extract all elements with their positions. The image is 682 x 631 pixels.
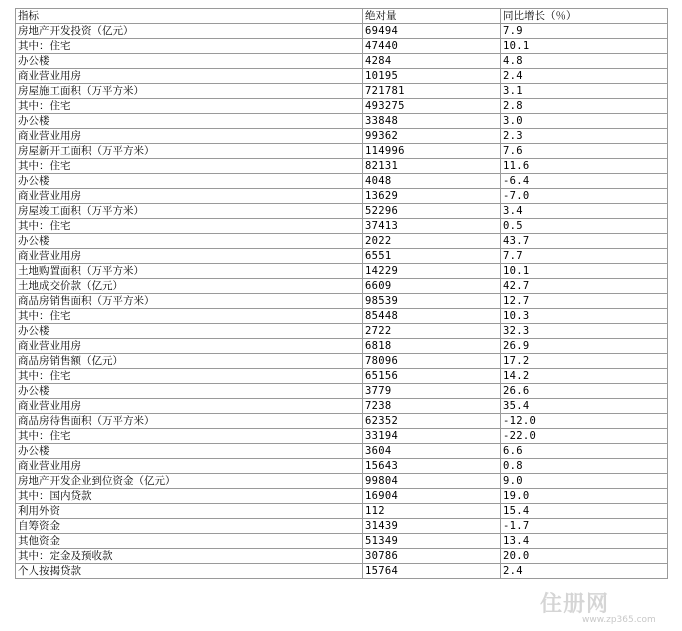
- table-row: [16, 324, 668, 339]
- row-label: 其中：住宅: [16, 309, 363, 324]
- row-yoy-growth: 7.9: [501, 24, 668, 39]
- table-row: [16, 414, 668, 429]
- row-yoy-growth: 10.3: [501, 309, 668, 324]
- row-yoy-growth: -6.4: [501, 174, 668, 189]
- table-row: [16, 39, 668, 54]
- row-yoy-growth: 7.6: [501, 144, 668, 159]
- header-indicator: 指标: [16, 9, 363, 24]
- table-row: [16, 564, 668, 579]
- row-label: 商业营业用房: [16, 399, 363, 414]
- row-label: 办公楼: [16, 114, 363, 129]
- table-row: [16, 474, 668, 489]
- table-header-row: [16, 9, 668, 24]
- row-yoy-growth: 3.0: [501, 114, 668, 129]
- row-label: 办公楼: [16, 384, 363, 399]
- table-row: [16, 249, 668, 264]
- row-label: 自筹资金: [16, 519, 363, 534]
- table-row: [16, 549, 668, 564]
- row-label: 商品房销售面积（万平方米）: [16, 294, 363, 309]
- row-label: 土地成交价款（亿元）: [16, 279, 363, 294]
- row-yoy-growth: 3.1: [501, 84, 668, 99]
- row-yoy-growth: 12.7: [501, 294, 668, 309]
- row-absolute-value: 7238: [363, 399, 501, 414]
- row-absolute-value: 99362: [363, 129, 501, 144]
- row-yoy-growth: 4.8: [501, 54, 668, 69]
- table-row: [16, 519, 668, 534]
- table-row: [16, 264, 668, 279]
- row-yoy-growth: -22.0: [501, 429, 668, 444]
- row-label: 其中：住宅: [16, 39, 363, 54]
- row-label: 土地购置面积（万平方米）: [16, 264, 363, 279]
- row-label: 办公楼: [16, 444, 363, 459]
- watermark-logo: 住册网: [540, 592, 610, 617]
- table-row: [16, 489, 668, 504]
- row-label: 商业营业用房: [16, 129, 363, 144]
- row-absolute-value: 33848: [363, 114, 501, 129]
- table-row: [16, 24, 668, 39]
- row-absolute-value: 2022: [363, 234, 501, 249]
- row-label: 房地产开发企业到位资金（亿元）: [16, 474, 363, 489]
- row-label: 其中：住宅: [16, 159, 363, 174]
- watermark-url: www.zp365.com: [582, 615, 656, 625]
- row-absolute-value: 85448: [363, 309, 501, 324]
- row-yoy-growth: -1.7: [501, 519, 668, 534]
- row-label: 商品房待售面积（万平方米）: [16, 414, 363, 429]
- row-absolute-value: 15764: [363, 564, 501, 579]
- row-yoy-growth: -12.0: [501, 414, 668, 429]
- row-yoy-growth: 2.4: [501, 69, 668, 84]
- row-yoy-growth: 26.9: [501, 339, 668, 354]
- table-row: [16, 189, 668, 204]
- row-yoy-growth: -7.0: [501, 189, 668, 204]
- table-row: [16, 444, 668, 459]
- table-row: [16, 459, 668, 474]
- table-row: [16, 339, 668, 354]
- row-label: 房地产开发投资（亿元）: [16, 24, 363, 39]
- row-absolute-value: 6551: [363, 249, 501, 264]
- header-absolute-value: 绝对量: [363, 9, 501, 24]
- row-absolute-value: 69494: [363, 24, 501, 39]
- row-absolute-value: 6818: [363, 339, 501, 354]
- row-label: 商业营业用房: [16, 189, 363, 204]
- table-row: [16, 129, 668, 144]
- row-absolute-value: 721781: [363, 84, 501, 99]
- row-absolute-value: 10195: [363, 69, 501, 84]
- row-absolute-value: 3604: [363, 444, 501, 459]
- table-row: [16, 354, 668, 369]
- table-row: [16, 219, 668, 234]
- table-row: [16, 174, 668, 189]
- row-label: 其中：住宅: [16, 99, 363, 114]
- table-row: [16, 384, 668, 399]
- row-yoy-growth: 35.4: [501, 399, 668, 414]
- row-absolute-value: 99804: [363, 474, 501, 489]
- table-row: [16, 204, 668, 219]
- row-label: 其中：国内贷款: [16, 489, 363, 504]
- row-absolute-value: 37413: [363, 219, 501, 234]
- row-yoy-growth: 26.6: [501, 384, 668, 399]
- row-yoy-growth: 15.4: [501, 504, 668, 519]
- row-absolute-value: 6609: [363, 279, 501, 294]
- row-yoy-growth: 0.5: [501, 219, 668, 234]
- row-yoy-growth: 2.3: [501, 129, 668, 144]
- row-yoy-growth: 14.2: [501, 369, 668, 384]
- row-label: 办公楼: [16, 324, 363, 339]
- row-absolute-value: 78096: [363, 354, 501, 369]
- row-absolute-value: 52296: [363, 204, 501, 219]
- row-label: 办公楼: [16, 54, 363, 69]
- table-row: [16, 114, 668, 129]
- row-absolute-value: 30786: [363, 549, 501, 564]
- row-yoy-growth: 10.1: [501, 39, 668, 54]
- table-row: [16, 144, 668, 159]
- row-yoy-growth: 2.8: [501, 99, 668, 114]
- table-row: [16, 54, 668, 69]
- row-label: 个人按揭贷款: [16, 564, 363, 579]
- row-label: 其中：住宅: [16, 369, 363, 384]
- row-yoy-growth: 6.6: [501, 444, 668, 459]
- row-label: 房屋新开工面积（万平方米）: [16, 144, 363, 159]
- row-yoy-growth: 3.4: [501, 204, 668, 219]
- row-absolute-value: 114996: [363, 144, 501, 159]
- row-yoy-growth: 42.7: [501, 279, 668, 294]
- table-row: [16, 69, 668, 84]
- table-row: [16, 294, 668, 309]
- row-absolute-value: 15643: [363, 459, 501, 474]
- row-absolute-value: 65156: [363, 369, 501, 384]
- row-absolute-value: 16904: [363, 489, 501, 504]
- header-yoy-growth: 同比增长（％）: [501, 9, 668, 24]
- row-absolute-value: 112: [363, 504, 501, 519]
- row-yoy-growth: 43.7: [501, 234, 668, 249]
- row-absolute-value: 82131: [363, 159, 501, 174]
- row-label: 其中：住宅: [16, 429, 363, 444]
- row-yoy-growth: 7.7: [501, 249, 668, 264]
- row-absolute-value: 13629: [363, 189, 501, 204]
- row-absolute-value: 4284: [363, 54, 501, 69]
- real-estate-statistics-table: [15, 8, 668, 579]
- table-row: [16, 429, 668, 444]
- table-row: [16, 99, 668, 114]
- table-row: [16, 279, 668, 294]
- table-row: [16, 399, 668, 414]
- row-label: 房屋施工面积（万平方米）: [16, 84, 363, 99]
- table-row: [16, 84, 668, 99]
- row-label: 办公楼: [16, 234, 363, 249]
- row-yoy-growth: 20.0: [501, 549, 668, 564]
- row-yoy-growth: 17.2: [501, 354, 668, 369]
- row-absolute-value: 14229: [363, 264, 501, 279]
- row-label: 商业营业用房: [16, 69, 363, 84]
- row-absolute-value: 33194: [363, 429, 501, 444]
- row-label: 房屋竣工面积（万平方米）: [16, 204, 363, 219]
- row-label: 其中：定金及预收款: [16, 549, 363, 564]
- table-row: [16, 159, 668, 174]
- row-absolute-value: 31439: [363, 519, 501, 534]
- row-yoy-growth: 10.1: [501, 264, 668, 279]
- table-row: [16, 369, 668, 384]
- row-absolute-value: 51349: [363, 534, 501, 549]
- row-absolute-value: 4048: [363, 174, 501, 189]
- row-label: 商业营业用房: [16, 339, 363, 354]
- table-row: [16, 234, 668, 249]
- row-label: 商业营业用房: [16, 249, 363, 264]
- row-label: 商业营业用房: [16, 459, 363, 474]
- row-yoy-growth: 2.4: [501, 564, 668, 579]
- row-yoy-growth: 13.4: [501, 534, 668, 549]
- row-absolute-value: 98539: [363, 294, 501, 309]
- row-yoy-growth: 11.6: [501, 159, 668, 174]
- row-yoy-growth: 19.0: [501, 489, 668, 504]
- row-label: 商品房销售额（亿元）: [16, 354, 363, 369]
- table-row: [16, 309, 668, 324]
- row-yoy-growth: 32.3: [501, 324, 668, 339]
- row-absolute-value: 47440: [363, 39, 501, 54]
- row-label: 利用外资: [16, 504, 363, 519]
- row-absolute-value: 3779: [363, 384, 501, 399]
- row-absolute-value: 62352: [363, 414, 501, 429]
- row-label: 其中：住宅: [16, 219, 363, 234]
- table-row: [16, 504, 668, 519]
- row-label: 其他资金: [16, 534, 363, 549]
- row-yoy-growth: 0.8: [501, 459, 668, 474]
- row-yoy-growth: 9.0: [501, 474, 668, 489]
- row-absolute-value: 493275: [363, 99, 501, 114]
- site-watermark: [540, 587, 670, 627]
- row-absolute-value: 2722: [363, 324, 501, 339]
- row-label: 办公楼: [16, 174, 363, 189]
- table-row: [16, 534, 668, 549]
